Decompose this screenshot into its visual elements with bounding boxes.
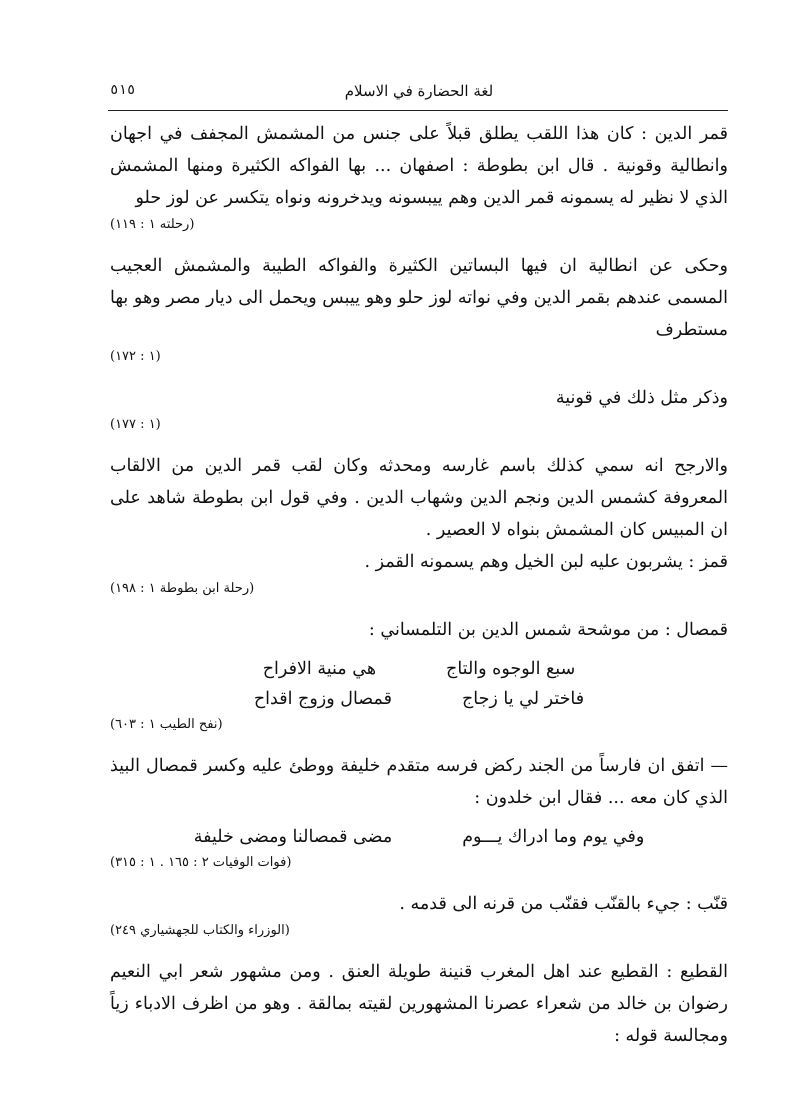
entry-konya: وذكر مثل ذلك في قونية [555,388,728,408]
entry-qamsal: قمصال : من موشحة شمس الدين بن التلمساني : [368,620,728,640]
paragraph-ibn-khaldun: — اتفق ان فارساً من الجند ركض فرسه متقدم خليفة ووطئ عليه وكسر قمصال البيذ الذي كان معه ... فقال ابن خلدون : [110,756,728,808]
verse-line [110,822,728,852]
hemistich: مضى قمصالنا ومضى خليفة [193,827,393,847]
page-number: ٥١٥ [110,82,136,98]
reference: (نفح الطيب ١ : ٦٠٣) [110,717,223,732]
entry-etymology: والارجح انه سمي كذلك باسم غارسه ومحدثه وكان لقب قمر الدين من الالقاب المعروفة كشمس الدين ونجم الدين وشهاب الدين . وفي قول ابن بطوطة شاهد على ان المبيس كان المشمش بنواه لا العصير . [110,456,728,540]
entry-qamar-al-din: قمر الدين : كان هذا اللقب يطلق قبلاً على جنس من المشمش المجفف في اجهان وانطالية وقونية . قال ابن بطوطة : اصفهان ... بها الفواكه الكثيرة ومنها المشمش الذي لا نظير له يسمونه قمر الدين وهم ييبسونه ويدخرونه ونواه يتكسر عن لوز حلو [110,124,728,208]
reference: (رحلته ١ : ١١٩) [110,217,195,232]
hemistich: فاختر لي يا زجاج [461,689,585,709]
reference: (رحلة ابن بطوطة ١ : ١٩٨) [110,581,255,596]
running-title: لغة الحضارة في الاسلام [344,82,494,100]
verse-line [110,654,728,684]
running-header [110,82,728,106]
verse-line [110,684,728,714]
header-rule [108,110,728,111]
reference: (١ : ١٧٧) [110,417,161,432]
entry-antalya: وحكى عن انطالية ان فيها البساتين الكثيرة والفواكه الطيبة والمشمش العجيب المسمى عندهم بقمر الدين وفي نواته لوز حلو وهو ييبس ويحمل الى ديار مصر وهو بها مستطرف [110,256,728,340]
reference: (فوات الوفيات ٢ : ١٦٥ . ١ : ٣١٥) [110,855,292,870]
entry-qamz: قمز : يشربون عليه لبن الخيل وهم يسمونه القمز . [364,552,728,572]
hemistich: هي منية الافراح [262,659,377,679]
page-body [110,118,728,1052]
entry-qanab: قنّب : جيء بالقنّب فقنّب من قرنه الى قدمه . [399,894,728,914]
hemistich: قمصال وزوج اقداح [253,689,392,709]
hemistich: وفي يوم وما ادراك يـــوم [462,827,645,847]
hemistich: سبع الوجوه والتاج [446,659,576,679]
reference: (الوزراء والكتاب للجهشياري ٢٤٩) [110,923,290,938]
reference: (١ : ١٧٢) [110,349,161,364]
entry-qatie: القطيع : القطيع عند اهل المغرب قنينة طويلة العنق . ومن مشهور شعر ابي النعيم رضوان بن خالد من شعراء عصرنا المشهورين لقيته بمالقة . وهو من اظرف الادباء زياً ومجالسة قوله : [110,962,728,1046]
